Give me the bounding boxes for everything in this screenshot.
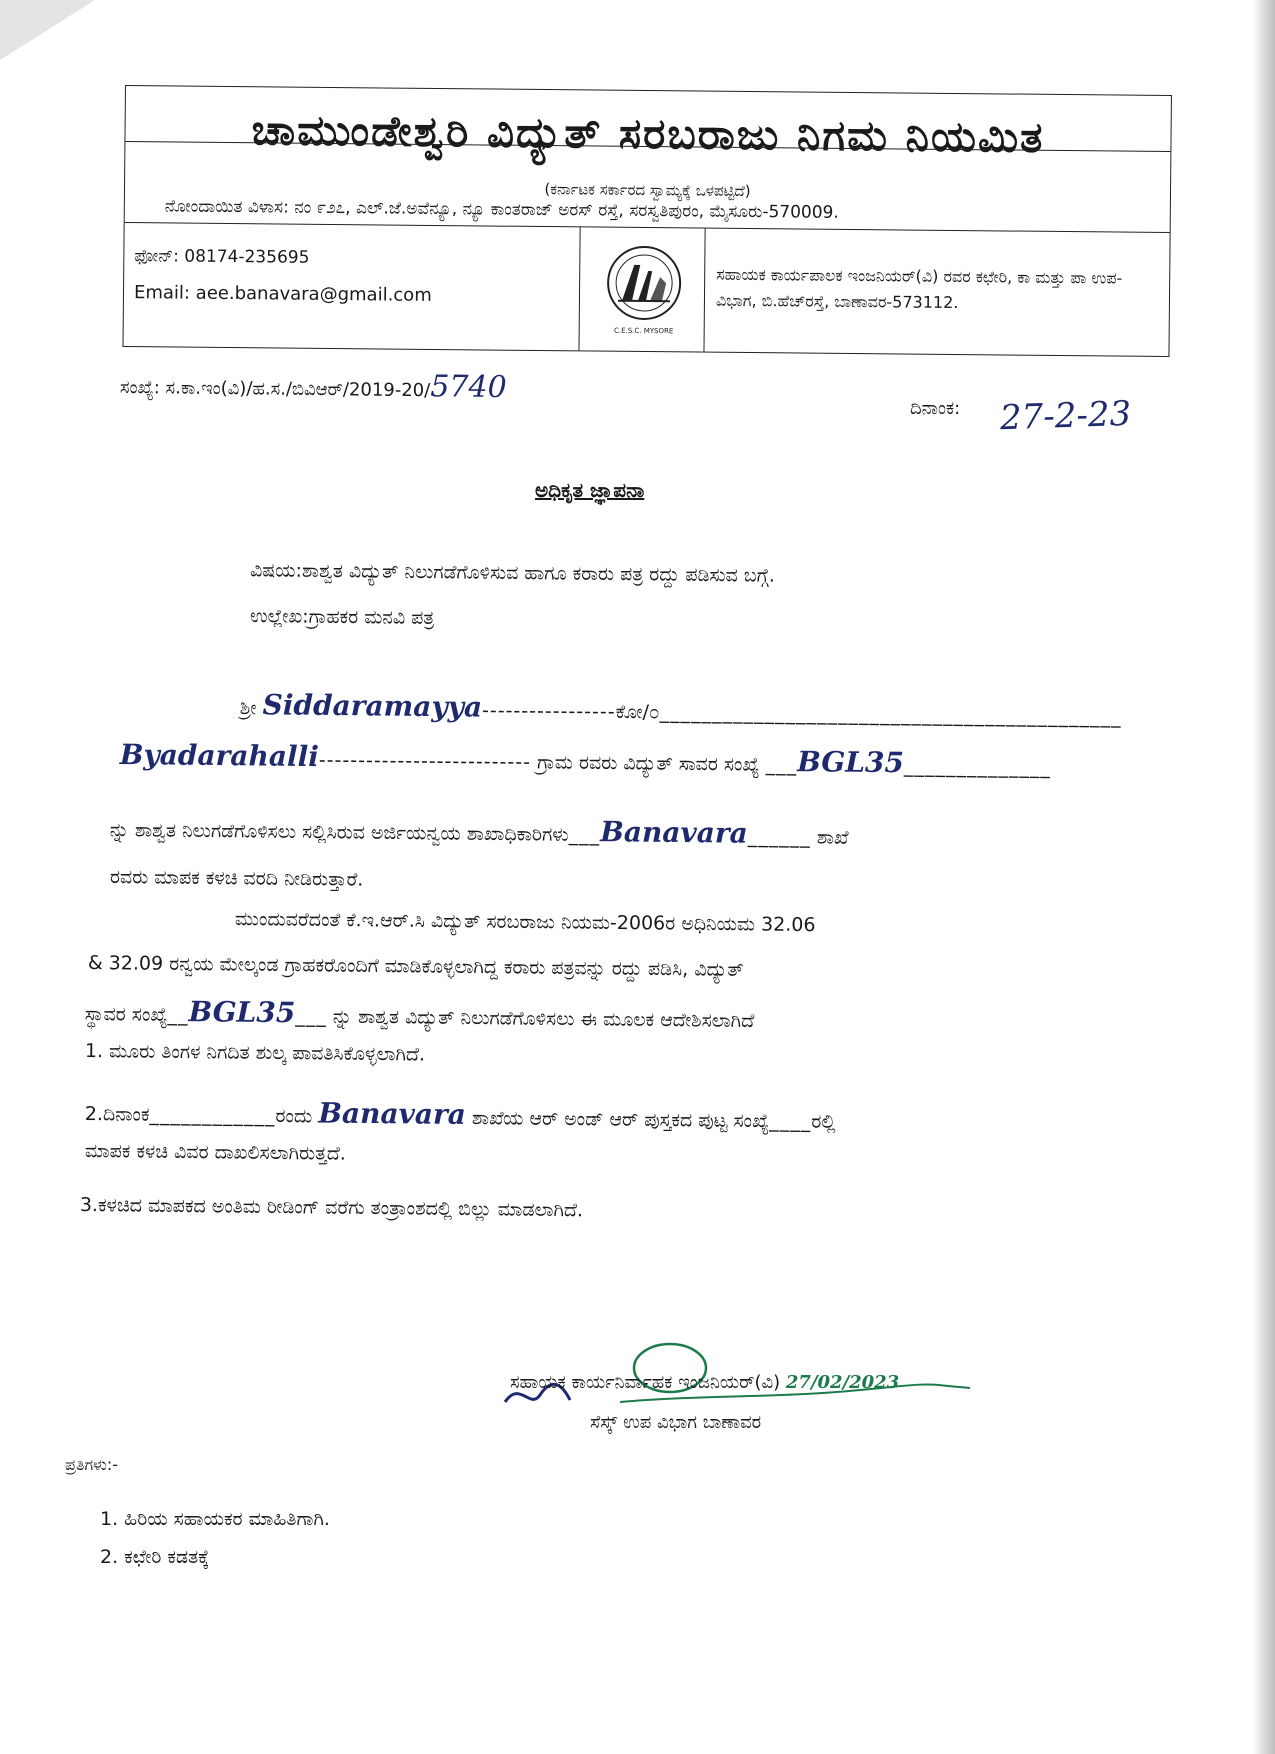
office-address: ಸಹಾಯಕ ಕಾರ್ಯಪಾಲಕ ಇಂಜನಿಯರ್(ವಿ) ರವರ ಕಛೇರಿ, ಕಾ ಮತ್ತು ಪಾ ಉಪ-ವಿಭಾಗ, ಬಿ.ಹೆಚ್‌ರಸ್ತೆ, ಬಾಣಾವರ-573112.	[715, 264, 1123, 313]
consumer-name-handwritten: Siddaramayya	[262, 688, 483, 724]
cesc-logo-icon	[604, 243, 685, 324]
phone-number: ಫೋನ್: 08174-235695	[134, 246, 310, 268]
co-label: ಕೋ/೦	[615, 700, 660, 724]
meter-number-handwritten: BGL35	[797, 745, 905, 780]
copy-item: 2. ಕಛೇರಿ ಕಡತಕ್ಕೆ	[100, 1546, 210, 1568]
body-para2-line3: ಸ್ಥಾವರ ಸಂಖ್ಯೆ__BGL35___ ನ್ನು ಶಾಶ್ವತ ವಿದ್ಯುತ್ ನಿಲುಗಡೆಗೊಳಿಸಲು ಈ ಮೂಲಕ ಆದೇಶಿಸಲಾಗಿದೆ	[84, 995, 755, 1033]
order-text: ನ್ನು ಶಾಶ್ವತ ವಿದ್ಯುತ್ ನಿಲುಗಡೆಗೊಳಿಸಲು ಈ ಮೂಲಕ ಆದೇಶಿಸಲಾಗಿದೆ	[332, 1005, 755, 1033]
item2-in-label: ರಲ್ಲಿ	[811, 1110, 836, 1133]
registered-address: ನೋಂದಾಯಿತ ವಿಳಾಸ: ನಂ ೯೨೭, ಎಲ್.ಜೆ.ಅವೆನ್ಯೂ, ನ್ಯೂ ಕಾಂತರಾಜ್ ಅರಸ್ ರಸ್ತೆ, ಸರಸ್ವತಿಪುರಂ, ಮೈಸೂರು-570009.	[164, 196, 839, 223]
application-text: ನ್ನು ಶಾಶ್ವತ ನಿಲುಗಡೆಗೊಳಿಸಲು ಸಲ್ಲಿಸಿರುವ ಅರ್ಜಿಯನ್ವಯ ಶಾಖಾಧಿಕಾರಿಗಳು	[109, 818, 569, 846]
scan-corner-mark	[0, 0, 95, 60]
body-item3: 3.ಕಳಚಿದ ಮಾಪಕದ ಅಂತಿಮ ರೀಡಿಂಗ್ ವರೆಗು ತಂತ್ರಾಂಶದಲ್ಲಿ ಬಿಲ್ಲು ಮಾಡಲಾಗಿದೆ.	[79, 1194, 584, 1222]
body-item2: 2.ದಿನಾಂಕ____________ರಂದು Banavara ಶಾಖೆಯ ಆರ್ ಅಂಡ್ ಆರ್ ಪುಸ್ತಕದ ಪುಟ್ಟ ಸಂಖ್ಯೆ____ರಲ್ಲಿ	[84, 1096, 836, 1133]
reference-line: ಉಲ್ಲೇಖ:ಗ್ರಾಹಕರ ಮನವಿ ಪತ್ರ	[249, 605, 435, 629]
body-line-name: ಶ್ರೀ Siddaramayya-----------------ಕೋ/೦____________________________________________	[239, 688, 1122, 729]
reference-label: ಸಂಖ್ಯೆ: ಸ.ಕಾ.ಇಂ(ವಿ)/ಹ.ಸ./ಬಿವಿಆರ್/2019-20/	[119, 376, 431, 402]
installation-label: ಸ್ಥಾವರ ಸಂಖ್ಯೆ	[84, 1002, 168, 1026]
branch-handwritten-2: Banavara	[318, 1096, 467, 1131]
body-line-village: Byadarahalli--------------------------- ಗ್ರಾಮ ರವರು ವಿದ್ಯುತ್ ಸಾವರ ಸಂಖ್ಯೆ ___BGL35______________	[119, 738, 1052, 780]
body-item2-line2: ಮಾಪಕ ಕಳಚಿ ವಿವರ ದಾಖಲಿಸಲಾಗಿರುತ್ತದೆ.	[84, 1140, 347, 1165]
copy-item: 1. ಹಿರಿಯ ಸಹಾಯಕರ ಮಾಹಿತಿಗಾಗಿ.	[100, 1508, 330, 1530]
body-para2-line2: & 32.09 ರನ್ವಯ ಮೇಲ್ಕಂಡ ಗ್ರಾಹಕರೊಂದಿಗೆ ಮಾಡಿಕೊಳ್ಳಲಾಗಿದ್ದ ಕರಾರು ಪತ್ರವನ್ನು ರದ್ದು ಪಡಿಸಿ, ವಿದ್ಯುತ್	[87, 952, 744, 981]
signatory-title	[510, 1372, 899, 1393]
subject-line: ವಿಷಯ:ಶಾಶ್ವತ ವಿದ್ಯುತ್ ನಿಲುಗಡೆಗೊಳಿಸುವ ಹಾಗೂ ಕರಾರು ಪತ್ರ ರದ್ದು ಪಡಿಸುವ ಬಗ್ಗೆ.	[249, 559, 775, 587]
letterhead-box	[122, 85, 1171, 357]
meter-number-handwritten-2: BGL35	[188, 995, 296, 1030]
signatory-title-text: ಸಹಾಯಕ ಕಾರ್ಯನಿರ್ವಾಹಕ ಇಂಜನಿಯರ್(ವಿ)	[510, 1372, 781, 1393]
company-subtitle: (ಕರ್ನಾಟಕ ಸರ್ಕಾರದ ಸ್ವಾಮ್ಯಕ್ಕೆ ಒಳಪಟ್ಟಿದೆ)	[544, 180, 751, 201]
body-line-application: ನ್ನು ಶಾಶ್ವತ ನಿಲುಗಡೆಗೊಳಿಸಲು ಸಲ್ಲಿಸಿರುವ ಅರ್ಜಿಯನ್ವಯ ಶಾಖಾಧಿಕಾರಿಗಳು___Banavara______ ಶಾಖೆ	[109, 815, 849, 850]
village-handwritten: Byadarahalli	[119, 738, 320, 774]
signatory-office: ಸೆಸ್ಕ್ ಉಪ ವಿಭಾಗ ಬಾಣಾವರ	[590, 1412, 762, 1433]
branch-handwritten: Banavara	[600, 815, 748, 850]
date-label: ದಿನಾಂಕ:	[910, 398, 961, 419]
branch-suffix: ಶಾಖೆ	[816, 826, 849, 849]
logo-caption: C.E.S.C. MYSORE	[613, 326, 674, 336]
reference-number	[120, 366, 507, 405]
date-handwritten: 27-2-23	[999, 393, 1132, 439]
body-para2-line1: ಮುಂದುವರೆದಂತೆ ಕೆ.ಇ.ಆರ್.ಸಿ ವಿದ್ಯುತ್ ಸರಬರಾಜು ನಿಯಮ-2006ರ ಅಧಿನಿಯಮ 32.06	[234, 908, 816, 937]
letterhead-divider	[578, 226, 580, 350]
body-line-report: ರವರು ಮಾಪಕ ಕಳಚಿ ವರದಿ ನೀಡಿರುತ್ತಾರೆ.	[109, 866, 364, 891]
email-address: Email: aee.banavara@gmail.com	[133, 282, 432, 306]
body-item1: 1. ಮೂರು ತಿಂಗಳ ನಿಗದಿತ ಶುಲ್ಕ ಪಾವತಿಸಿಕೊಳ್ಳಲಾಗಿದೆ.	[84, 1040, 426, 1066]
reference-handwritten-number: 5740	[430, 369, 507, 406]
letterhead-divider	[703, 228, 705, 352]
item2-on-label: ರಂದು	[275, 1104, 313, 1128]
company-title: ಚಾಮುಂಡೇಶ್ವರಿ ವಿದ್ಯುತ್ ಸರಬರಾಜು ನಿಗಮ ನಿಯಮಿತ	[251, 105, 1045, 162]
scan-edge-shadow	[1253, 0, 1275, 1754]
item2-date-label: 2.ದಿನಾಂಕ	[84, 1102, 150, 1126]
shri-label: ಶ್ರೀ	[239, 696, 257, 720]
item2-book-text: ಶಾಖೆಯ ಆರ್ ಅಂಡ್ ಆರ್ ಪುಸ್ತಕದ ಪುಟ್ಟ ಸಂಖ್ಯೆ	[471, 1107, 770, 1133]
signed-date-handwritten: 27/02/2023	[785, 1372, 900, 1393]
village-suffix: ಗ್ರಾಮ ರವರು ವಿದ್ಯುತ್ ಸಾವರ ಸಂಖ್ಯೆ	[536, 751, 760, 776]
document-heading: ಅಧಿಕೃತ ಜ್ಞಾಪನಾ	[535, 478, 645, 502]
copies-label: ಪ್ರತಿಗಳು:-	[65, 1455, 119, 1474]
